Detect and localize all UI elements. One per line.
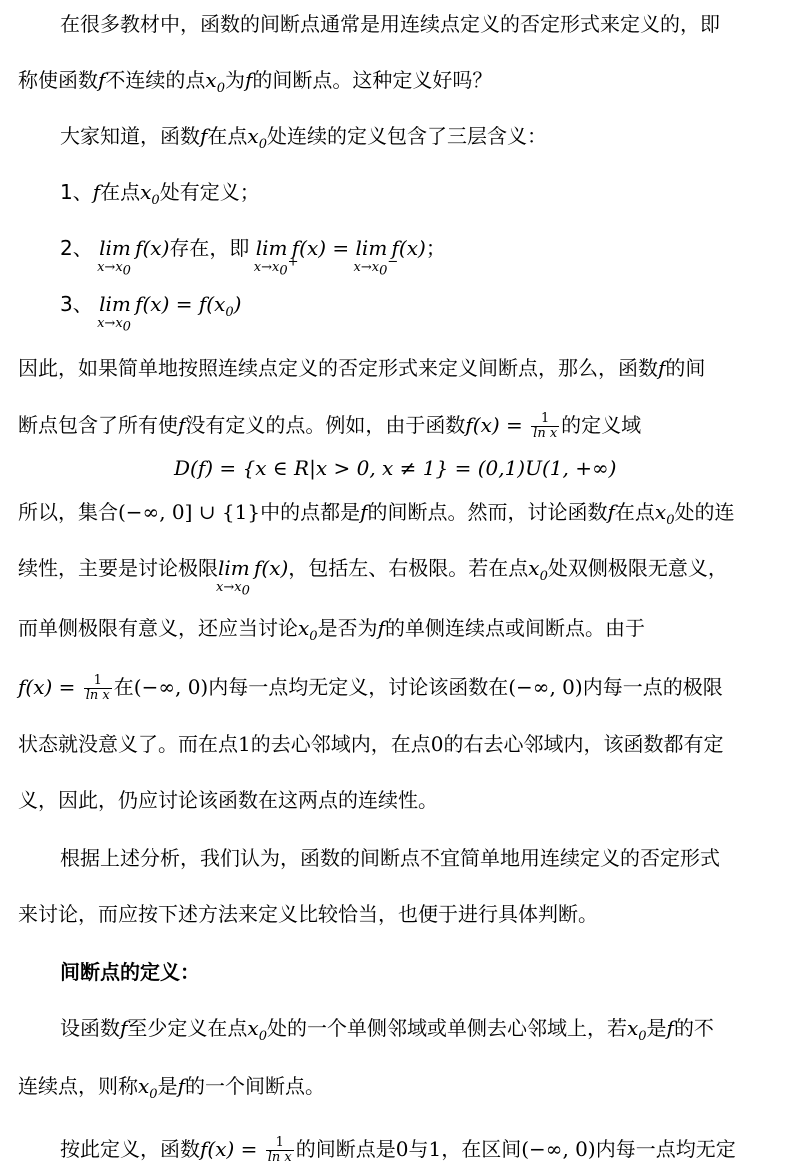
condition-item-3: 3、 lim $x\to x_0$ $f(x) = f(x_0)$ [60, 292, 242, 335]
domain-formula: D(f) = {x ∈ R|x > 0, x ≠ 1} = (0,1)U(1, +∞) [174, 456, 617, 480]
condition-item-1: 1、f在点$x_0$处有定义； [60, 180, 260, 208]
paragraph-3-line-5: 而单侧极限有意义，还应当讨论$x_0$是否为f的单侧连续点或间断点。由于 [18, 616, 645, 644]
fraction-1-over-ln-x: $\frac{1}{\text{ln x}}$ [85, 673, 110, 703]
paragraph-2: 大家知道，函数f在点$x_0$处连续的定义包含了三层含义： [60, 124, 547, 152]
paragraph-3-line-6: f(x) = $\frac{1}{\text{ln x}}$ 在(−∞, 0)内每一点均无定义，讨论该函数在(−∞, 0)内每一点的极限 [18, 673, 723, 703]
paragraph-1-line-2: 称使函数f不连续的点$x_0$为f的间断点。这种定义好吗？ [18, 68, 493, 96]
paragraph-3-line-8: 义，因此，仍应讨论该函数在这两点的连续性。 [18, 788, 438, 812]
paragraph-5: 按此定义，函数f(x) = $\frac{1}{\text{ln x}}$ 的间断点是0与1，在区间(−∞, 0)内每一点均无定 [60, 1135, 736, 1165]
fraction-1-over-ln-x: $\frac{1}{\text{ln x}}$ [267, 1135, 292, 1165]
paragraph-3-line-3: 所以，集合(−∞, 0] ∪ {1}中的点都是f的间断点。然而，讨论函数f在点$x_0$处的连 [18, 500, 735, 528]
paragraph-3-line-4: 续性，主要是讨论极限lim $x\to x_0$ f(x)，包括左、右极限。若在点$x_0$处双侧极限无意义， [18, 556, 728, 599]
paragraph-1-line-1: 在很多教材中，函数的间断点通常是用连续点定义的否定形式来定义的，即 [60, 12, 720, 36]
definition-line-1: 设函数f至少定义在点$x_0$处的一个单侧邻域或单侧去心邻域上，若$x_0$是f的不 [60, 1016, 714, 1044]
fraction-1-over-ln-x: $\frac{1}{\text{ln x}}$ [533, 411, 558, 441]
paragraph-3-line-1: 因此，如果简单地按照连续点定义的否定形式来定义间断点，那么，函数f的间 [18, 356, 706, 380]
paragraph-4-line-2: 来讨论，而应按下述方法来定义比较恰当，也便于进行具体判断。 [18, 902, 598, 926]
paragraph-3-line-7: 状态就没意义了。而在点1的去心邻域内，在点0的右去心邻域内，该函数都有定 [18, 732, 724, 756]
paragraph-3-line-2: 断点包含了所有使f没有定义的点。例如，由于函数f(x) = $\frac{1}{\text{ln x}}$ 的定义域 [18, 411, 642, 441]
definition-heading: 间断点的定义： [60, 960, 200, 984]
paragraph-4-line-1: 根据上述分析，我们认为，函数的间断点不宜简单地用连续定义的否定形式 [60, 846, 720, 870]
condition-item-2: 2、 lim $x\to x_0$ f(x)存在，即 lim $x\to x_0^+$ f(x) = lim $x\to x_0^-$ f(x)； [60, 236, 446, 279]
definition-line-2: 连续点，则称$x_0$是f的一个间断点。 [18, 1074, 325, 1102]
